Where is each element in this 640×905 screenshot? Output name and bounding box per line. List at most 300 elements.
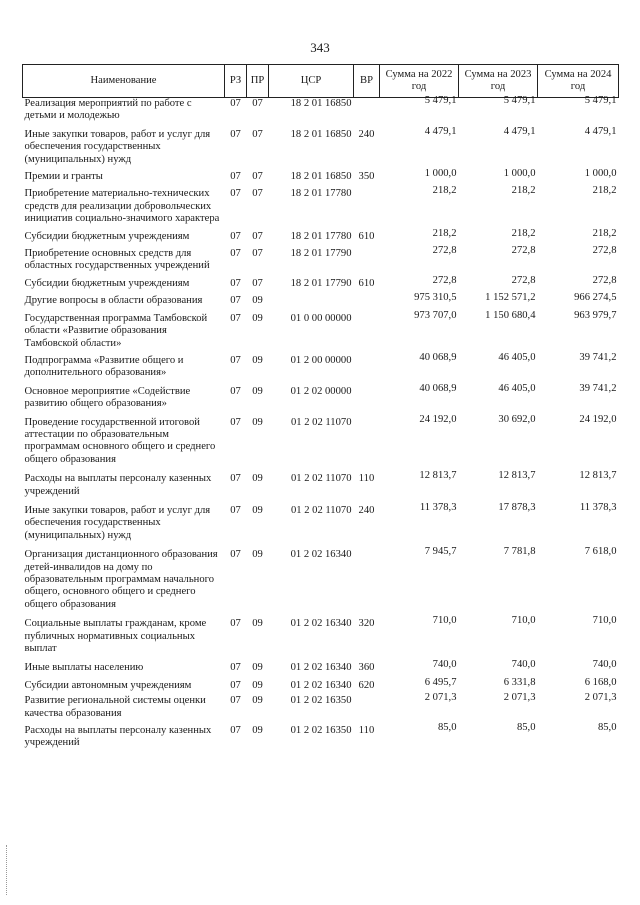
row-pr (247, 171, 269, 188)
header-sum-2022: Сумма на 2022 год (380, 65, 459, 98)
row-name (23, 171, 225, 188)
row-rz (225, 695, 247, 725)
header-vr: ВР (354, 65, 380, 98)
row-vr (354, 505, 380, 549)
row-name (23, 231, 225, 248)
row-rz-value: 07 (230, 679, 241, 691)
row-name-value: Расходы на выплаты персоналу казенных учреждений (24, 725, 212, 749)
row-csr (269, 695, 354, 725)
row-vr-value: 240 (358, 504, 375, 516)
row-name-value: Другие вопросы в области образования (24, 295, 203, 307)
row-sum-2022-value: 4 479,1 (424, 125, 457, 137)
row-name-value: Иные выплаты населению (24, 662, 144, 674)
table-row (23, 313, 619, 355)
row-vr (354, 473, 380, 505)
row-pr (247, 695, 269, 725)
row-sum-2022-value: 1 000,0 (424, 168, 457, 180)
row-vr (354, 417, 380, 474)
row-name-value: Реализация мероприятий по работе с детьми и молодежью (24, 98, 192, 122)
row-name-value: Основное мероприятие «Содействие развитию общего образования» (24, 385, 191, 410)
row-sum-2024 (538, 351, 619, 386)
row-rz (225, 386, 247, 417)
row-sum-2023-value: 218,2 (511, 185, 536, 197)
row-sum-2022 (380, 546, 459, 618)
row-name-value: Иные закупки товаров, работ и услуг для обеспечения государственных (муниципальных) нужд (24, 504, 211, 541)
row-csr (269, 171, 354, 188)
row-csr-value: 18 2 01 16850 (290, 128, 352, 140)
row-csr-value: 01 2 02 11070 (290, 473, 352, 485)
row-sum-2023-value: 218,2 (511, 227, 536, 239)
table-row (23, 98, 619, 129)
row-sum-2022-value: 218,2 (432, 185, 457, 197)
row-csr-value: 01 2 02 16340 (290, 549, 352, 561)
row-pr (247, 662, 269, 679)
row-name (23, 695, 225, 725)
row-name (23, 505, 225, 549)
row-vr (354, 129, 380, 171)
table-row (23, 549, 619, 618)
row-sum-2022-value: 6 495,7 (424, 676, 457, 688)
row-rz-value: 07 (230, 725, 241, 737)
row-csr-value: 18 2 01 16850 (290, 171, 352, 183)
row-rz (225, 171, 247, 188)
row-csr-value: 18 2 01 16850 (290, 98, 352, 109)
row-csr-value: 01 2 02 00000 (290, 385, 352, 397)
row-csr (269, 313, 354, 355)
row-rz-value: 07 (230, 549, 241, 561)
row-rz (225, 313, 247, 355)
row-csr-value: 18 2 01 17780 (290, 230, 352, 242)
row-sum-2024-value: 4 479,1 (584, 125, 617, 137)
row-sum-2023 (459, 309, 538, 355)
row-sum-2024-value: 272,8 (592, 274, 617, 286)
row-sum-2023 (459, 382, 538, 417)
row-vr-value: 610 (358, 230, 375, 242)
row-name-value: Социальные выплаты гражданам, кроме публичных нормативных социальных выплат (24, 618, 207, 655)
row-rz (225, 417, 247, 474)
row-pr (247, 188, 269, 230)
table-row (23, 355, 619, 386)
row-sum-2024-value: 39 741,2 (579, 382, 617, 394)
row-sum-2023 (459, 722, 538, 755)
row-sum-2022-value: 24 192,0 (419, 413, 457, 425)
table-row (23, 695, 619, 725)
row-name (23, 618, 225, 662)
row-pr (247, 278, 269, 295)
row-sum-2022 (380, 185, 459, 230)
row-vr (354, 231, 380, 248)
row-pr-value: 09 (252, 354, 263, 366)
row-pr-value: 09 (252, 695, 263, 707)
row-sum-2024 (538, 382, 619, 417)
row-vr-value: 240 (358, 128, 375, 140)
row-sum-2024-value: 6 168,0 (584, 676, 617, 688)
row-sum-2023-value: 2 071,3 (503, 692, 536, 704)
row-csr-value: 01 2 02 16340 (290, 662, 352, 674)
row-sum-2023-value: 46 405,0 (498, 382, 536, 394)
table-row (23, 417, 619, 474)
row-sum-2023-value: 12 813,7 (498, 470, 536, 482)
row-sum-2023-value: 7 781,8 (503, 546, 536, 558)
row-rz (225, 662, 247, 679)
row-sum-2024 (538, 615, 619, 662)
row-rz-value: 07 (230, 171, 241, 183)
row-csr (269, 355, 354, 386)
row-pr-value: 09 (252, 725, 263, 737)
row-csr-value: 18 2 01 17780 (290, 188, 352, 200)
row-name (23, 355, 225, 386)
row-name (23, 662, 225, 679)
row-pr (247, 98, 269, 129)
row-csr (269, 725, 354, 755)
row-name (23, 313, 225, 355)
row-csr (269, 386, 354, 417)
row-sum-2023-value: 30 692,0 (498, 413, 536, 425)
row-sum-2022 (380, 615, 459, 662)
row-sum-2024-value: 218,2 (592, 185, 617, 197)
row-rz (225, 618, 247, 662)
row-pr-value: 09 (252, 504, 263, 516)
page-number: 343 (310, 40, 330, 55)
row-sum-2022-value: 40 068,9 (419, 382, 457, 394)
row-name-value: Иные закупки товаров, работ и услуг для обеспечения государственных (муниципальных) нужд (24, 128, 211, 165)
row-pr-value: 09 (252, 385, 263, 397)
row-sum-2023 (459, 546, 538, 618)
row-sum-2022-value: 40 068,9 (419, 351, 457, 363)
row-sum-2022 (380, 413, 459, 474)
row-sum-2023-value: 5 479,1 (503, 95, 536, 106)
row-rz-value: 07 (230, 354, 241, 366)
row-sum-2022 (380, 501, 459, 549)
row-rz-value: 07 (230, 416, 241, 428)
row-pr-value: 09 (252, 679, 263, 691)
row-csr (269, 188, 354, 230)
row-rz (225, 248, 247, 278)
row-rz-value: 07 (230, 188, 241, 200)
row-csr (269, 505, 354, 549)
row-vr (354, 695, 380, 725)
row-sum-2022 (380, 351, 459, 386)
row-sum-2024 (538, 722, 619, 755)
row-sum-2022 (380, 95, 459, 129)
row-sum-2024 (538, 470, 619, 505)
table-row (23, 725, 619, 755)
row-name-value: Субсидии автономным учреждениям (24, 679, 192, 691)
row-name (23, 386, 225, 417)
row-vr (354, 98, 380, 129)
row-sum-2022 (380, 692, 459, 725)
row-sum-2024-value: 1 000,0 (584, 168, 617, 180)
row-rz-value: 07 (230, 98, 241, 109)
header-sum-2023: Сумма на 2023 год (459, 65, 538, 98)
row-csr-value: 01 2 02 11070 (290, 504, 352, 516)
row-csr-value: 01 0 00 00000 (290, 312, 352, 324)
row-name (23, 278, 225, 295)
row-sum-2022 (380, 470, 459, 505)
row-pr (247, 129, 269, 171)
row-csr-value: 01 2 02 16340 (290, 618, 352, 630)
row-sum-2024-value: 218,2 (592, 227, 617, 239)
row-csr-value: 01 2 02 11070 (290, 416, 352, 428)
row-rz (225, 355, 247, 386)
row-vr-value: 620 (358, 679, 375, 691)
row-rz (225, 278, 247, 295)
row-rz-value: 07 (230, 230, 241, 242)
row-sum-2023 (459, 501, 538, 549)
row-sum-2024 (538, 95, 619, 129)
table-header-row (23, 65, 619, 98)
row-sum-2023 (459, 185, 538, 230)
row-rz (225, 505, 247, 549)
row-pr-value: 07 (252, 128, 263, 140)
row-sum-2024-value: 85,0 (597, 722, 617, 734)
row-sum-2022 (380, 309, 459, 355)
row-sum-2022-value: 272,8 (432, 245, 457, 257)
row-pr (247, 386, 269, 417)
row-name-value: Организация дистанционного образования детей-инвалидов на дому по образовательным программам начального общего, основного общего и среднего общего образования (24, 549, 218, 610)
row-sum-2022-value: 5 479,1 (424, 95, 457, 106)
row-pr (247, 295, 269, 312)
row-sum-2022 (380, 722, 459, 755)
row-sum-2023-value: 1 150 680,4 (485, 309, 536, 321)
table-body (23, 95, 619, 755)
row-pr-value: 09 (252, 549, 263, 561)
table-row (23, 618, 619, 662)
row-pr (247, 231, 269, 248)
row-pr-value: 07 (252, 248, 263, 260)
row-sum-2024-value: 24 192,0 (579, 413, 617, 425)
row-sum-2023-value: 710,0 (511, 615, 536, 627)
row-pr-value: 09 (252, 312, 263, 324)
row-csr (269, 417, 354, 474)
row-sum-2024 (538, 125, 619, 171)
header-csr: ЦСР (269, 65, 354, 98)
row-vr-value: 110 (358, 473, 375, 485)
row-csr-value: 01 2 00 00000 (290, 354, 352, 366)
row-vr-value: 350 (358, 171, 375, 183)
row-rz (225, 188, 247, 230)
row-csr-value: 18 2 01 17790 (290, 248, 352, 260)
row-vr (354, 313, 380, 355)
row-sum-2024-value: 2 071,3 (584, 692, 617, 704)
row-pr-value: 07 (252, 277, 263, 289)
row-sum-2023 (459, 470, 538, 505)
row-sum-2022-value: 710,0 (432, 615, 457, 627)
row-sum-2024-value: 12 813,7 (579, 470, 617, 482)
row-rz-value: 07 (230, 312, 241, 324)
row-sum-2022-value: 272,8 (432, 274, 457, 286)
row-rz-value: 07 (230, 277, 241, 289)
row-sum-2022 (380, 245, 459, 278)
row-name-value: Проведение государственной итоговой аттестации по образовательным программам основного общего и среднего общего образования (24, 416, 216, 465)
row-sum-2024 (538, 692, 619, 725)
row-sum-2024 (538, 245, 619, 278)
row-pr (247, 618, 269, 662)
row-pr (247, 473, 269, 505)
row-sum-2022-value: 975 310,5 (414, 292, 457, 304)
row-pr (247, 725, 269, 755)
row-name (23, 417, 225, 474)
row-rz-value: 07 (230, 385, 241, 397)
header-pr: ПР (247, 65, 269, 98)
table-row (23, 188, 619, 230)
row-sum-2022-value: 7 945,7 (424, 546, 457, 558)
row-csr (269, 662, 354, 679)
row-vr-value: 610 (358, 277, 375, 289)
row-name-value: Государственная программа Тамбовской области «Развитие образования Тамбовской области» (24, 312, 208, 349)
row-sum-2023 (459, 95, 538, 129)
row-vr (354, 171, 380, 188)
row-csr (269, 278, 354, 295)
row-name (23, 98, 225, 129)
row-pr (247, 505, 269, 549)
row-name (23, 725, 225, 755)
row-name-value: Премии и гранты (24, 171, 103, 183)
row-sum-2024-value: 272,8 (592, 245, 617, 257)
row-vr-value: 110 (358, 725, 375, 737)
row-name (23, 680, 225, 695)
row-sum-2023-value: 6 331,8 (503, 676, 536, 688)
row-sum-2023-value: 272,8 (511, 245, 536, 257)
row-sum-2024-value: 11 378,3 (579, 501, 617, 513)
row-pr-value: 07 (252, 171, 263, 183)
row-pr (247, 549, 269, 618)
row-sum-2023 (459, 351, 538, 386)
row-name (23, 295, 225, 312)
row-rz (225, 725, 247, 755)
row-vr (354, 248, 380, 278)
row-sum-2022 (380, 382, 459, 417)
row-vr-value: 320 (358, 618, 375, 630)
row-sum-2023-value: 85,0 (516, 722, 536, 734)
row-name-value: Приобретение материально-технических средств для реализации добровольческих инициатив социально-значимого характера (24, 188, 220, 225)
row-pr (247, 248, 269, 278)
row-pr-value: 09 (252, 416, 263, 428)
row-sum-2022-value: 12 813,7 (419, 470, 457, 482)
row-rz (225, 231, 247, 248)
row-pr (247, 680, 269, 695)
row-name-value: Субсидии бюджетным учреждениям (24, 277, 190, 289)
row-vr (354, 355, 380, 386)
row-sum-2022-value: 740,0 (432, 659, 457, 671)
row-csr (269, 129, 354, 171)
header-name: Наименование (23, 65, 225, 98)
row-sum-2024 (538, 413, 619, 474)
row-sum-2024 (538, 501, 619, 549)
header-rz: РЗ (225, 65, 247, 98)
row-pr (247, 313, 269, 355)
row-sum-2022-value: 973 707,0 (414, 309, 457, 321)
row-sum-2022-value: 11 378,3 (419, 501, 457, 513)
row-csr (269, 231, 354, 248)
row-vr (354, 680, 380, 695)
row-csr (269, 680, 354, 695)
row-sum-2022-value: 2 071,3 (424, 692, 457, 704)
row-rz-value: 07 (230, 295, 241, 307)
row-sum-2023 (459, 245, 538, 278)
row-csr (269, 98, 354, 129)
row-rz (225, 129, 247, 171)
table-row (23, 248, 619, 278)
row-name-value: Субсидии бюджетным учреждениям (24, 230, 190, 242)
row-sum-2024 (538, 546, 619, 618)
row-pr-value: 07 (252, 230, 263, 242)
row-name (23, 473, 225, 505)
row-csr (269, 295, 354, 312)
row-csr (269, 473, 354, 505)
table-row (23, 505, 619, 549)
row-pr-value: 09 (252, 662, 263, 674)
row-sum-2023-value: 272,8 (511, 274, 536, 286)
row-csr (269, 618, 354, 662)
row-rz (225, 680, 247, 695)
row-pr (247, 417, 269, 474)
row-sum-2022-value: 85,0 (437, 722, 457, 734)
row-vr (354, 295, 380, 312)
row-csr-value: 01 2 02 16350 (290, 725, 352, 737)
row-sum-2023 (459, 413, 538, 474)
row-csr (269, 248, 354, 278)
row-rz (225, 549, 247, 618)
row-csr-value: 01 2 02 16340 (290, 679, 352, 691)
row-csr (269, 549, 354, 618)
row-name (23, 248, 225, 278)
row-sum-2023 (459, 125, 538, 171)
row-pr (247, 355, 269, 386)
row-sum-2023 (459, 692, 538, 725)
row-sum-2023-value: 740,0 (511, 659, 536, 671)
row-sum-2024-value: 963 979,7 (574, 309, 617, 321)
row-csr-value: 01 2 02 16350 (290, 695, 352, 707)
row-sum-2022 (380, 125, 459, 171)
row-vr-value: 360 (358, 662, 375, 674)
row-rz-value: 07 (230, 248, 241, 260)
row-name-value: Приобретение основных средств для областных государственных учреждений (24, 248, 210, 272)
row-sum-2023-value: 46 405,0 (498, 351, 536, 363)
row-rz-value: 07 (230, 662, 241, 674)
row-name-value: Развитие региональной системы оценки качества образования (24, 695, 206, 719)
row-sum-2024-value: 710,0 (592, 615, 617, 627)
row-sum-2023-value: 4 479,1 (503, 125, 536, 137)
row-rz (225, 295, 247, 312)
row-vr (354, 662, 380, 679)
table-row (23, 473, 619, 505)
row-sum-2023-value: 1 152 571,2 (485, 292, 536, 304)
row-pr-value: 09 (252, 295, 263, 307)
row-name (23, 549, 225, 618)
row-sum-2024-value: 7 618,0 (584, 546, 617, 558)
row-name (23, 188, 225, 230)
row-sum-2023-value: 1 000,0 (503, 168, 536, 180)
row-sum-2022-value: 218,2 (432, 227, 457, 239)
table-row (23, 386, 619, 417)
row-vr (354, 188, 380, 230)
table-row (23, 129, 619, 171)
row-pr-value: 07 (252, 188, 263, 200)
row-vr (354, 549, 380, 618)
row-sum-2024-value: 5 479,1 (584, 95, 617, 106)
header-sum-2024: Сумма на 2024 год (538, 65, 619, 98)
row-sum-2023 (459, 615, 538, 662)
row-sum-2024 (538, 185, 619, 230)
margin-mark (6, 845, 8, 895)
row-pr-value: 07 (252, 98, 263, 109)
row-rz (225, 473, 247, 505)
row-vr (354, 725, 380, 755)
row-sum-2024 (538, 309, 619, 355)
row-vr (354, 386, 380, 417)
row-vr (354, 618, 380, 662)
